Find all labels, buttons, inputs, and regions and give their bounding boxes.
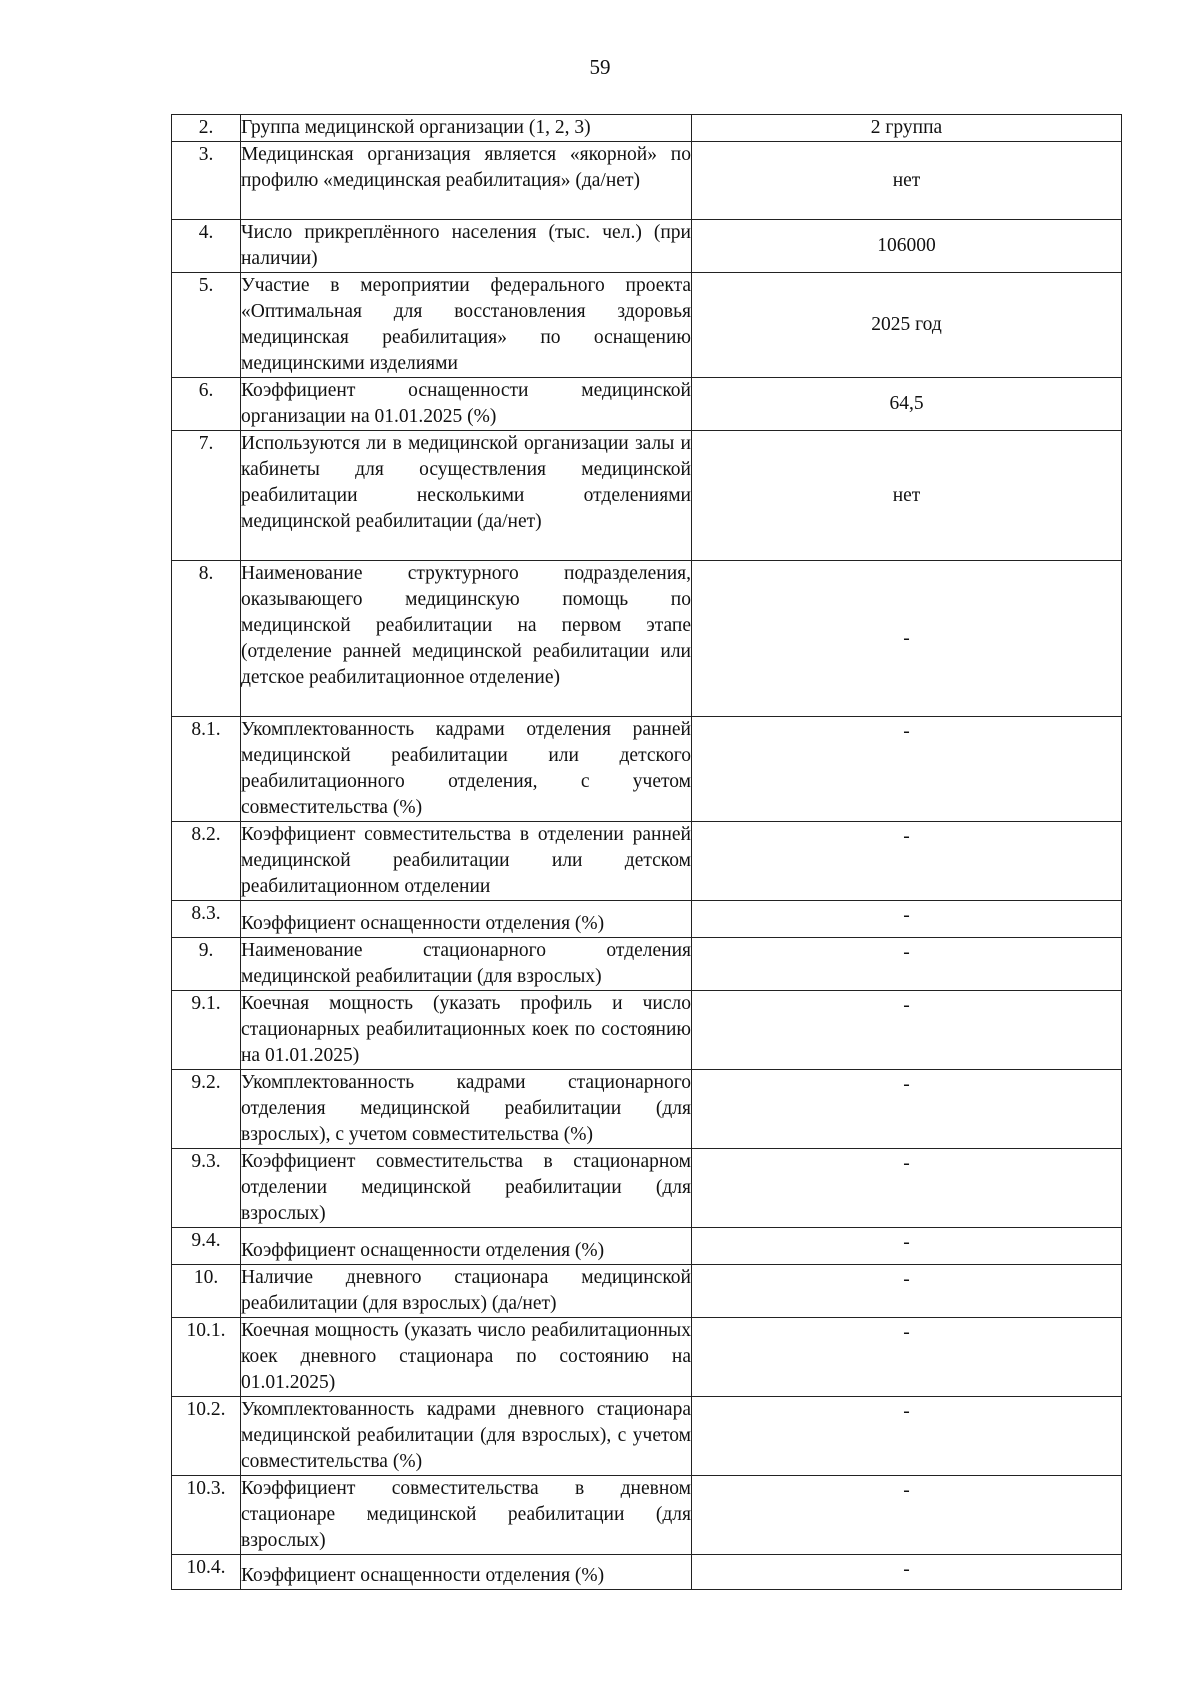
- table-row: [172, 1555, 1122, 1590]
- table-row: [172, 717, 1122, 822]
- row-number: 10.2.: [172, 1397, 241, 1476]
- table-row: [172, 1265, 1122, 1318]
- table-row: [172, 1070, 1122, 1149]
- row-label: Число прикреплённого населения (тыс. чел.) (при наличии): [241, 220, 692, 273]
- row-value: -: [692, 717, 1122, 822]
- row-value: -: [692, 991, 1122, 1070]
- row-label: Коэффициент совместительства в отделении ранней медицинской реабилитации или детском реабилитационном отделении: [241, 822, 692, 901]
- table-row: [172, 431, 1122, 561]
- table-row: [172, 142, 1122, 220]
- row-value: нет: [692, 142, 1122, 220]
- row-label: Группа медицинской организации (1, 2, 3): [241, 115, 692, 142]
- row-label: Коэффициент оснащенности отделения (%): [241, 1555, 692, 1590]
- row-label: Коэффициент совместительства в стационарном отделении медицинской реабилитации (для взрослых): [241, 1149, 692, 1228]
- row-number: 8.1.: [172, 717, 241, 822]
- row-number: 10.3.: [172, 1476, 241, 1555]
- row-value: -: [692, 1555, 1122, 1590]
- table-row: [172, 822, 1122, 901]
- row-number: 9.3.: [172, 1149, 241, 1228]
- row-label: Наличие дневного стационара медицинской реабилитации (для взрослых) (да/нет): [241, 1265, 692, 1318]
- table-row: [172, 220, 1122, 273]
- row-label: Коечная мощность (указать число реабилитационных коек дневного стационара по состоянию на 01.01.2025): [241, 1318, 692, 1397]
- page-number: 59: [589, 55, 611, 79]
- row-number: 5.: [172, 273, 241, 378]
- row-number: 9.: [172, 938, 241, 991]
- row-value: 2025 год: [692, 273, 1122, 378]
- row-number: 10.1.: [172, 1318, 241, 1397]
- table-row: [172, 378, 1122, 431]
- row-label: Участие в мероприятии федерального проекта «Оптимальная для восстановления здоровья медицинская реабилитация» по оснащению медицинскими изделиями: [241, 273, 692, 378]
- row-label: Коэффициент оснащенности отделения (%): [241, 901, 692, 938]
- table-row: [172, 938, 1122, 991]
- table-row: [172, 115, 1122, 142]
- row-value: 2 группа: [692, 115, 1122, 142]
- row-value: -: [692, 561, 1122, 717]
- row-label: Используются ли в медицинской организации залы и кабинеты для осуществления медицинской реабилитации несколькими отделениями медицинской реабилитации (да/нет): [241, 431, 692, 561]
- row-number: 10.4.: [172, 1555, 241, 1590]
- row-number: 9.4.: [172, 1228, 241, 1265]
- row-label: Коэффициент совместительства в дневном стационаре медицинской реабилитации (для взрослых): [241, 1476, 692, 1555]
- row-value: -: [692, 938, 1122, 991]
- organization-info-table: [171, 114, 1122, 1590]
- row-value: 64,5: [692, 378, 1122, 431]
- table-row: [172, 1228, 1122, 1265]
- row-label: Медицинская организация является «якорной» по профилю «медицинская реабилитация» (да/нет): [241, 142, 692, 220]
- row-label: Коэффициент оснащенности отделения (%): [241, 1228, 692, 1265]
- row-number: 9.2.: [172, 1070, 241, 1149]
- row-number: 3.: [172, 142, 241, 220]
- row-number: 2.: [172, 115, 241, 142]
- row-value: -: [692, 822, 1122, 901]
- row-number: 4.: [172, 220, 241, 273]
- row-value: -: [692, 1070, 1122, 1149]
- table-row: [172, 1318, 1122, 1397]
- table-row: [172, 1397, 1122, 1476]
- row-label: Наименование структурного подразделения, оказывающего медицинскую помощь по медицинской реабилитации на первом этапе (отделение ранней медицинской реабилитации или детское реабилитационное отделение): [241, 561, 692, 717]
- row-number: 8.3.: [172, 901, 241, 938]
- row-label: Укомплектованность кадрами дневного стационара медицинской реабилитации (для взрослых), с учетом совместительства (%): [241, 1397, 692, 1476]
- row-number: 7.: [172, 431, 241, 561]
- table-row: [172, 901, 1122, 938]
- row-value: 106000: [692, 220, 1122, 273]
- table-row: [172, 1149, 1122, 1228]
- row-value: -: [692, 1318, 1122, 1397]
- row-value: -: [692, 1397, 1122, 1476]
- row-value: -: [692, 1228, 1122, 1265]
- row-number: 6.: [172, 378, 241, 431]
- row-value: -: [692, 901, 1122, 938]
- row-value: -: [692, 1476, 1122, 1555]
- row-label: Наименование стационарного отделения медицинской реабилитации (для взрослых): [241, 938, 692, 991]
- row-number: 9.1.: [172, 991, 241, 1070]
- row-value: -: [692, 1149, 1122, 1228]
- row-number: 8.2.: [172, 822, 241, 901]
- row-label: Укомплектованность кадрами отделения ранней медицинской реабилитации или детского реабилитационного отделения, с учетом совместительства (%): [241, 717, 692, 822]
- table-row: [172, 991, 1122, 1070]
- table-row: [172, 273, 1122, 378]
- row-label: Коечная мощность (указать профиль и число стационарных реабилитационных коек по состоянию на 01.01.2025): [241, 991, 692, 1070]
- table-row: [172, 561, 1122, 717]
- row-label: Коэффициент оснащенности медицинской организации на 01.01.2025 (%): [241, 378, 692, 431]
- table-row: [172, 1476, 1122, 1555]
- row-value: нет: [692, 431, 1122, 561]
- row-number: 8.: [172, 561, 241, 717]
- row-value: -: [692, 1265, 1122, 1318]
- row-label: Укомплектованность кадрами стационарного отделения медицинской реабилитации (для взрослых), с учетом совместительства (%): [241, 1070, 692, 1149]
- row-number: 10.: [172, 1265, 241, 1318]
